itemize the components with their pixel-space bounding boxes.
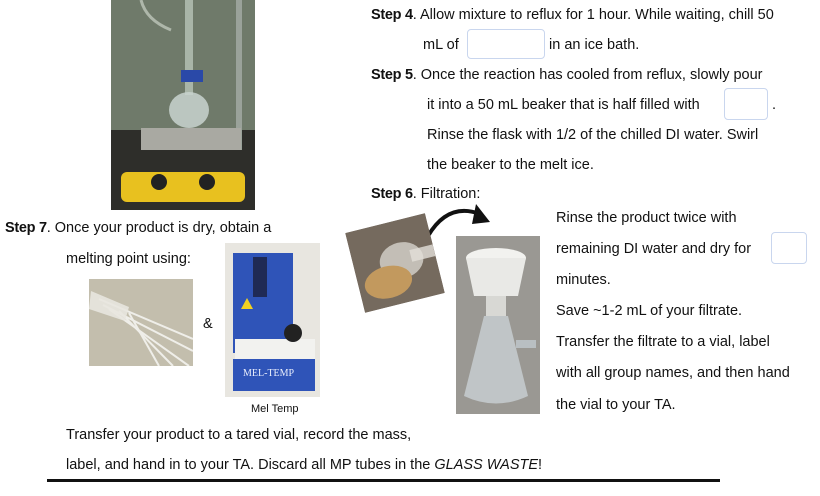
step6-line4: Save ~1-2 mL of your filtrate. bbox=[556, 303, 743, 319]
step6-line7: the vial to your TA. bbox=[556, 397, 676, 413]
step5-line1: Step 5. Once the reaction has cooled from reflux, slowly pour bbox=[371, 67, 763, 83]
transfer-arrow-icon bbox=[420, 200, 500, 240]
step7-line1: Step 7. Once your product is dry, obtain a bbox=[5, 220, 272, 236]
reflux-setup-photo bbox=[111, 0, 255, 210]
step4-line2a: mL of bbox=[423, 37, 459, 53]
step6-line6: with all group names, and then hand bbox=[556, 365, 790, 381]
step6-drytime-blank[interactable] bbox=[771, 232, 807, 264]
step6-title: Step 6. Filtration: bbox=[371, 186, 481, 202]
mel-temp-brand: MEL-TEMP bbox=[243, 368, 295, 379]
step6-label: Step 6 bbox=[371, 186, 413, 202]
buchner-funnel-photo bbox=[456, 236, 540, 414]
capillary-tubes-photo bbox=[89, 279, 193, 366]
step5-label: Step 5 bbox=[371, 67, 413, 83]
mel-temp-caption: Mel Temp bbox=[251, 403, 299, 415]
step5-line4: the beaker to the melt ice. bbox=[427, 157, 594, 173]
bottom-divider bbox=[47, 479, 720, 482]
step5-line3: Rinse the flask with 1/2 of the chilled DI water. Swirl bbox=[427, 127, 759, 143]
step6-line1: Rinse the product twice with bbox=[556, 210, 737, 226]
ampersand-text: & bbox=[203, 316, 213, 332]
step6-line5: Transfer the filtrate to a vial, label bbox=[556, 334, 770, 350]
closing-line2: label, and hand in to your TA. Discard all MP tubes in the GLASS WASTE! bbox=[66, 457, 543, 473]
step6-line3: minutes. bbox=[556, 272, 611, 288]
step5-reagent-blank[interactable] bbox=[724, 88, 768, 120]
step4-line1: Step 4. Allow mixture to reflux for 1 hour. While waiting, chill 50 bbox=[371, 7, 774, 23]
step6-line2: remaining DI water and dry for bbox=[556, 241, 752, 257]
step5-line2-end: . bbox=[772, 97, 777, 113]
step4-reagent-blank[interactable] bbox=[467, 29, 545, 59]
glass-waste-text: GLASS WASTE bbox=[434, 457, 539, 473]
step4-label: Step 4 bbox=[371, 7, 413, 23]
step7-line2: melting point using: bbox=[66, 251, 191, 267]
closing-line1: Transfer your product to a tared vial, record the mass, bbox=[66, 427, 412, 443]
step4-line2b: in an ice bath. bbox=[549, 37, 640, 53]
mel-temp-photo bbox=[225, 243, 320, 397]
step7-label: Step 7 bbox=[5, 220, 47, 236]
step5-line2: it into a 50 mL beaker that is half filled with bbox=[427, 97, 700, 113]
